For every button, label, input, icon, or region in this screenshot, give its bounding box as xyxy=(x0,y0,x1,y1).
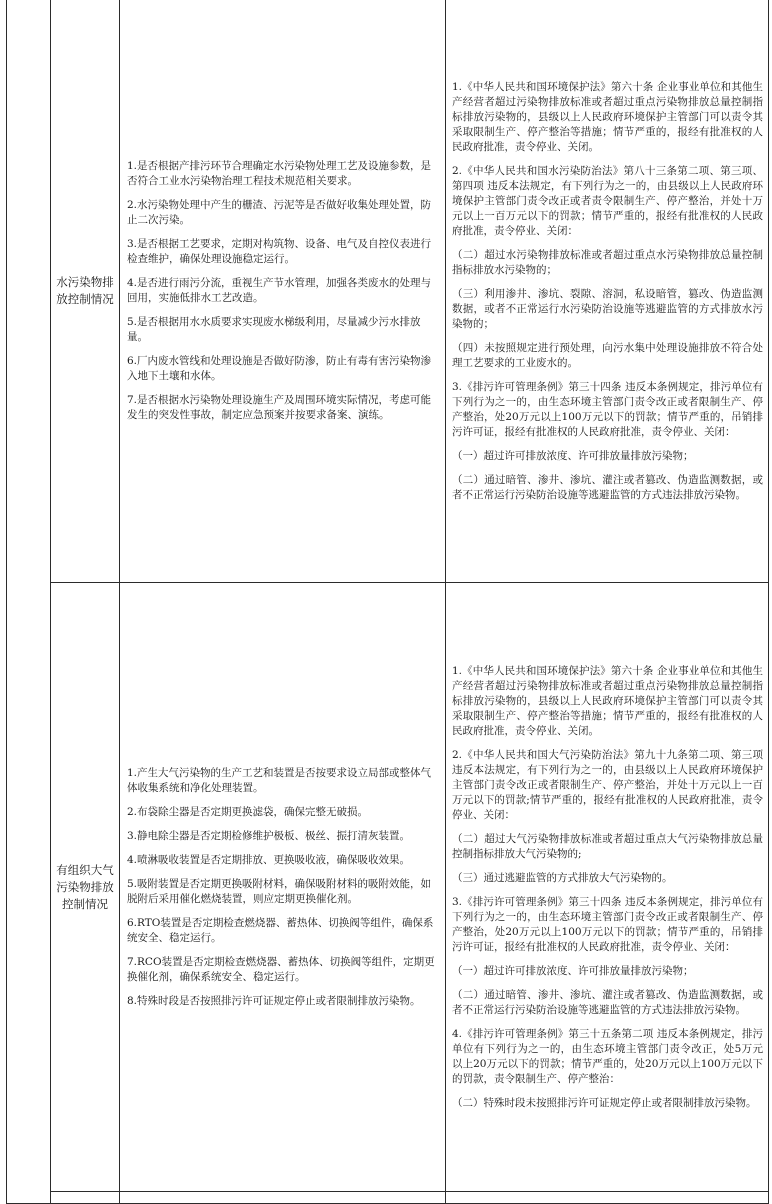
legal-clause: 2.《中华人民共和国大气污染防治法》第九十九条第二项、第三项 违反本法规定，有下列行为之一的，由县级以上人民政府环境保护主管部门责令改正或者限制生产、停产整治，并处十万元以上一百万元以下的罚款;情节严重的，报经有批准权的人民政府批准，责令停业、关闭： xyxy=(452,748,763,821)
legal-clause: 3.《排污许可管理条例》第三十四条 违反本条例规定，排污单位有下列行为之一的，由生态环境主管部门责令改正或者限制生产、停产整治，处20万元以上100万元以下的罚款；情节严重的，吊销排污许可证，报经有批准权的人民政府批准，责令停业、关闭： xyxy=(452,380,763,438)
table-row xyxy=(7,0,769,583)
legal-clause: （一）超过许可排放浓度、许可排放量排放污染物； xyxy=(452,449,694,462)
legal-basis-cell xyxy=(446,583,769,1192)
legal-clause: 1.《中华人民共和国环境保护法》第六十条 企业事业单位和其他生产经营者超过污染物排放标准或者超过重点污染物排放总量控制指标排放污染物的，县级以上人民政府环境保护主管部门可以责令其采取限制生产、停产整治等措施；情节严重的，报经有批准权的人民政府批准，责令停业、关闭。 xyxy=(452,664,763,737)
requirement-item: 5.是否根据用水水质要求实现废水梯级利用，尽量减少污水排放量。 xyxy=(127,316,421,343)
legal-clause: （二）特殊时段未按照排污许可证规定停止或者限制排放污染物。 xyxy=(452,1096,757,1109)
empty-cell xyxy=(51,1192,120,1204)
legal-clause: 3.《排污许可管理条例》第三十四条 违反本条例规定，排污单位有下列行为之一的，由生态环境主管部门责令改正或者限制生产、停产整治，处20万元以上100万元以下的罚款；情节严重的，吊销排污许可证，报经有批准权的人民政府批准，责令停业、关闭： xyxy=(452,895,763,953)
category-label: 有组织大气污染物排放控制情况 xyxy=(56,862,114,911)
requirement-item: 4.喷淋吸收装置是否定期排放、更换吸收液，确保吸收效果。 xyxy=(127,853,411,866)
inspection-table xyxy=(6,0,769,1204)
legal-clause: （二）通过暗管、渗井、渗坑、灌注或者篡改、伪造监测数据，或者不正常运行污染防治设施等逃避监管的方式违法排放污染物。 xyxy=(452,988,763,1016)
requirements-cell xyxy=(120,583,446,1192)
requirement-item: 5.吸附装置是否定期更换吸附材料，确保吸附材料的吸附效能，如脱附后采用催化燃烧装置，则应定期更换催化剂。 xyxy=(127,877,432,905)
legal-clause: （二）通过暗管、渗井、渗坑、灌注或者篡改、伪造监测数据，或者不正常运行污染防治设施等逃避监管的方式违法排放污染物。 xyxy=(452,473,763,501)
legal-clause: （二）超过水污染物排放标准或者超过重点水污染物排放总量控制指标排放水污染物的； xyxy=(452,248,763,276)
category-cell xyxy=(51,0,120,583)
legal-clause: 1.《中华人民共和国环境保护法》第六十条 企业事业单位和其他生产经营者超过污染物排放标准或者超过重点污染物排放总量控制指标排放污染物的，县级以上人民政府环境保护主管部门可以责令其采取限制生产、停产整治等措施；情节严重的，报经有批准权的人民政府批准，责令停业、关闭。 xyxy=(452,80,763,153)
table-row xyxy=(7,583,769,1192)
requirement-item: 1.产生大气污染物的生产工艺和装置是否按要求设立局部或整体气体收集系统和净化处理装置。 xyxy=(127,766,432,794)
empty-cell xyxy=(446,1192,769,1204)
category-label: 水污染物排放控制情况 xyxy=(56,275,114,306)
requirement-item: 8.特殊时段是否按照排污许可证规定停止或者限制排放污染物。 xyxy=(127,994,421,1007)
legal-clause: 4.《排污许可管理条例》第三十五条第二项 违反本条例规定，排污单位有下列行为之一的，由生态环境主管部门责令改正，处5万元以上20万元以下的罚款；情节严重的，处20万元以上100万元以下的罚款，责令限制生产、停产整治： xyxy=(452,1027,763,1085)
requirements-cell xyxy=(120,0,446,583)
requirement-item: 4.是否进行雨污分流，重视生产节水管理，加强各类废水的处理与回用，实施低排水工艺改造。 xyxy=(127,277,432,304)
legal-clause: （一）超过许可排放浓度、许可排放量排放污染物； xyxy=(452,964,694,977)
requirement-item: 7.RCO装置是否定期检查燃烧器、蓄热体、切换阀等组件，定期更换催化剂，确保系统安全、稳定运行。 xyxy=(127,955,435,983)
requirement-item: 1.是否根据产排污环节合理确定水污染物处理工艺及设施参数，是否符合工业水污染物治理工程技术规范相关要求。 xyxy=(127,160,432,187)
requirement-item: 6.RTO装置是否定期检查燃烧器、蓄热体、切换阀等组件，确保系统安全、稳定运行。 xyxy=(127,916,434,944)
requirement-item: 2.布袋除尘器是否定期更换滤袋，确保完整无破损。 xyxy=(127,805,369,818)
legal-clause: （三）利用渗井、渗坑、裂隙、溶洞，私设暗管，篡改、伪造监测数据，或者不正常运行水污染防治设施等逃避监管的方式排放水污染物的； xyxy=(452,287,763,330)
requirement-item: 7.是否根据水污染物处理设施生产及周围环境实际情况，考虑可能发生的突发性事故，制定应急预案并按要求备案、演练。 xyxy=(127,394,432,421)
legal-clause: （二）超过大气污染物排放标准或者超过重点大气污染物排放总量控制指标排放大气污染物的; xyxy=(452,832,763,860)
requirement-item: 2.水污染物处理中产生的栅渣、污泥等是否做好收集处理处置，防止二次污染。 xyxy=(127,199,432,226)
requirement-item: 3.静电除尘器是否定期检修维护极板、极丝、振打清灰装置。 xyxy=(127,829,411,842)
requirement-item: 6.厂内废水管线和处理设施是否做好防渗，防止有毒有害污染物渗入地下土壤和水体。 xyxy=(127,355,432,382)
empty-cell xyxy=(120,1192,446,1204)
group-cell xyxy=(7,0,51,1204)
legal-clause: 2.《中华人民共和国水污染防治法》第八十三条第二项、第三项、第四项 违反本法规定，有下列行为之一的，由县级以上人民政府环境保护主管部门责令改正或者责令限制生产、停产整治，并处十万元以上一百万元以下的罚款；情节严重的，报经有批准权的人民政府批准，责令停业、关闭： xyxy=(452,164,763,237)
requirement-item: 3.是否根据工艺要求，定期对构筑物、设备、电气及自控仪表进行检查维护，确保处理设施稳定运行。 xyxy=(127,238,432,265)
table-row xyxy=(7,1192,769,1204)
legal-clause: （四）未按照规定进行预处理，向污水集中处理设施排放不符合处理工艺要求的工业废水的。 xyxy=(452,341,763,369)
category-cell xyxy=(51,583,120,1192)
legal-clause: （三）通过逃避监管的方式排放大气污染物的。 xyxy=(452,871,673,884)
legal-basis-cell xyxy=(446,0,769,583)
